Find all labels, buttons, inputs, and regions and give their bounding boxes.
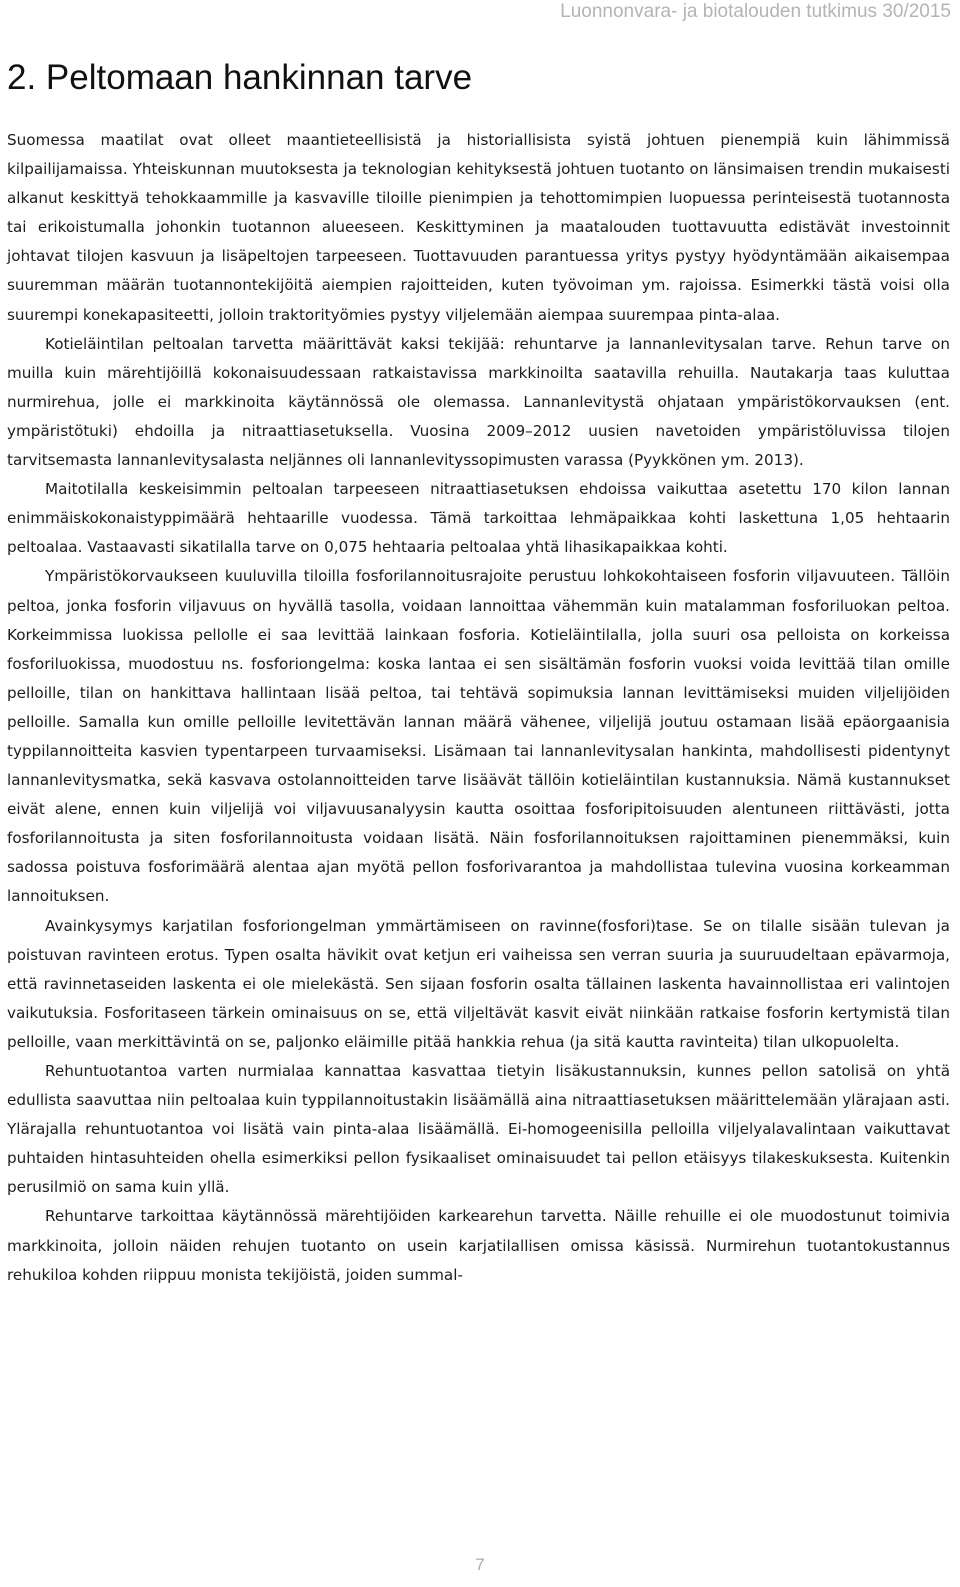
paragraph-6: Rehuntuotantoa varten nurmialaa kannattaa kasvattaa tietyin lisäkustannuksin, kunnes pellon satolisä on yhtä edullista saavuttaa niin peltoalaa kuin typpilannoitustakin lisäämällä aina nitraattiasetuksen määrittelemään ylärajaan asti. Ylärajalla rehuntuotantoa voi lisätä vain pinta-alaa lisäämällä. Ei-homogeenisilla pelloilla viljelyalavalintaan vaikuttavat puhtaiden hintasuhteiden ohella esimerkiksi pellon fysikaaliset ominaisuudet tai pellon etäisyys tilakeskuksesta. Kuitenkin perusilmiö on sama kuin yllä. (7, 1062, 950, 1197)
body-text (7, 126, 950, 1290)
running-header: Luonnonvara- ja biotalouden tutkimus 30/2015 (560, 1, 951, 22)
section-title: 2. Peltomaan hankinnan tarve (7, 58, 473, 97)
paragraph-4: Ympäristökorvaukseen kuuluvilla tiloilla fosforilannoitusrajoite perustuu lohkokohtaiseen fosforin viljavuuteen. Tällöin peltoa, jonka fosforin viljavuus on hyvällä tasolla, voidaan lannoittaa vähemmän kuin matalamman fosforiluokan peltoa. Korkeimmissa luokissa pellolle ei saa levittää lainkaan fosforia. Kotieläintilalla, jolla suuri osa pelloista on korkeissa fosforiluokissa, muodostuu ns. fosforiongelma: koska lantaa ei sen sisältämän fosforin vuoksi voida levittää tilan omille pelloille, tilan on hankittava hallintaan lisää peltoa, tai tehtävä sopimuksia lannan levittämiseksi muiden viljelijöiden pelloille. Samalla kun omille pelloille levitettävän lannan määrä vähenee, viljelijä joutuu ostamaan lisää epäorgaanisia typpilannoitteita kasvien typentarpeen turvaamiseksi. Lisämaan tai lannanlevitysalan hankinta, mahdollisesti pidentynyt lannanlevitysmatka, sekä kasvava ostolannoitteiden tarve lisäävät tällöin kotieläintilan kustannuksia. Nämä kustannukset eivät alene, ennen kuin viljelijä voi viljavuusanalyysin kautta osoittaa fosforipitoisuuden alentuneen riittävästi, jotta fosforilannoitusta ja siten fosforilannoitusta voidaan lisätä. Näin fosforilannoituksen rajoittaminen pienemmäksi, kuin sadossa poistuva fosforimäärä alentaa ajan myötä pellon fosforivarantoa ja mahdollistaa tulevina vuosina korkeamman lannoituksen. (7, 567, 950, 906)
paragraph-1: Suomessa maatilat ovat olleet maantieteellisistä ja historiallisista syistä johtuen pienempiä kuin lähimmissä kilpailijamaissa. Yhteiskunnan muutoksesta ja teknologian kehityksestä johtuen tuotanto on länsimaisen trendin mukaisesti alkanut keskittyä tehokkaammille ja kasvaville tiloille pienimpien ja tehottomimpien luopuessa perinteisestä tuotannosta tai erikoistumalla johonkin tuotannon alueeseen. Keskittyminen ja maatalouden tuottavuutta edistävät investoinnit johtavat tilojen kasvuun ja lisäpeltojen tarpeeseen. Tuottavuuden parantuessa yritys pystyy hyödyntämään aikaisempaa suuremman määrän tuotannontekijöitä aiempien rajoitteiden, kuten työvoiman ym. rajoissa. Esimerkki tästä voisi olla suurempi konekapasiteetti, jolloin traktorityömies pystyy viljelemään aiempaa suurempaa pinta-alaa. (7, 131, 950, 324)
paragraph-5: Avainkysymys karjatilan fosforiongelman ymmärtämiseen on ravinne(fosfori)tase. Se on tilalle sisään tulevan ja poistuvan ravinteen erotus. Typen osalta hävikit ovat ketjun eri vaiheissa sen verran suuria ja suuruudeltaan epävarmoja, että ravinnetaseiden laskenta ei ole mielekästä. Sen sijaan fosforin osalta tällainen laskenta havainnollistaa eri valintojen vaikutuksia. Fosforitaseen tärkein ominaisuus on se, että viljeltävät kasvit eivät niinkään ratkaise fosforin kertymistä tilan pelloille, vaan merkittävintä on se, paljonko eläimille pitää hankkia rehua (ja sitä kautta ravinteita) tilan ulkopuolelta. (7, 916, 950, 1051)
paragraph-7: Rehuntarve tarkoittaa käytännössä märehtijöiden karkearehun tarvetta. Näille rehuille ei ole muodostunut toimivia markkinoita, jolloin näiden rehujen tuotanto on usein karjatilallisen omissa käsissä. Nurmirehun tuotantokustannus rehukiloa kohden riippuu monista tekijöistä, joiden summal- (7, 1207, 950, 1284)
page-number: 7 (475, 1555, 485, 1574)
paragraph-2: Kotieläintilan peltoalan tarvetta määrittävät kaksi tekijää: rehuntarve ja lannanlevitysalan tarve. Rehun tarve on muilla kuin märehtijöillä kokonaisuudessaan ratkaistavissa markkinoilta saatavilla rehuilla. Nautakarja taas kuluttaa nurmirehua, jolle ei markkinoita käytännössä ole olemassa. Lannanlevitystä ohjataan ympäristökorvauksen (ent. ympäristötuki) ehdoilla ja nitraattiasetuksella. Vuosina 2009–2012 uusien navetoiden ympäristöluvissa tilojen tarvitsemasta lannanlevitysalasta neljännes oli lannanlevityssopimusten varassa (Pyykkönen ym. 2013). (7, 334, 950, 470)
paragraph-3: Maitotilalla keskeisimmin peltoalan tarpeeseen nitraattiasetuksen ehdoissa vaikuttaa asetettu 170 kilon lannan enimmäiskokonaistyppimäärä hehtaarille vuodessa. Tämä tarkoittaa lehmäpaikkaa kohti laskettuna 1,05 hehtaarin peltoalaa. Vastaavasti sikatilalla tarve on 0,075 hehtaaria peltoalaa yhtä lihasikapaikkaa kohti. (7, 480, 950, 557)
